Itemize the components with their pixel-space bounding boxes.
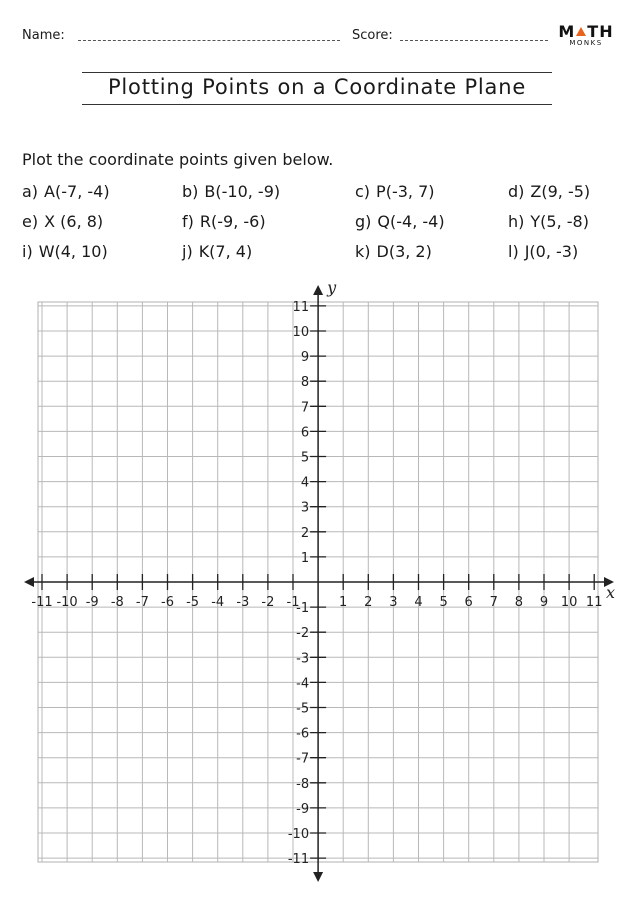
y-tick-label: 1	[300, 550, 310, 566]
score-label: Score:	[352, 28, 393, 43]
x-tick-label: 4	[414, 595, 423, 610]
x-tick-label: -6	[161, 595, 174, 610]
x-tick-label: 10	[560, 595, 578, 610]
x-tick-label: 7	[489, 595, 498, 610]
x-tick-label: -5	[186, 595, 200, 610]
y-tick-label: -2	[296, 626, 310, 642]
point-item-letter: f)	[182, 212, 194, 231]
x-tick-label: -3	[236, 595, 250, 610]
point-item-letter: i)	[22, 242, 33, 261]
y-axis-label: y	[327, 278, 337, 297]
x-tick-label: -11	[31, 595, 53, 610]
point-item-coords: Z(9, -5)	[530, 182, 591, 201]
y-tick-label: 6	[300, 425, 310, 441]
x-tick-label: 3	[389, 595, 398, 610]
point-item-coords: B(-10, -9)	[204, 182, 281, 201]
logo-text-m: M	[558, 22, 576, 41]
y-tick-label: 4	[300, 475, 310, 491]
logo-text-th: TH	[587, 22, 614, 41]
x-tick-label: 6	[464, 595, 473, 610]
point-item-letter: d)	[508, 182, 525, 201]
instruction-text: Plot the coordinate points given below.	[22, 150, 334, 169]
point-item-letter: e)	[22, 212, 39, 231]
x-tick-label: -9	[85, 595, 99, 610]
x-tick-label: -1	[286, 595, 300, 610]
y-tick-label: 2	[300, 525, 310, 541]
y-tick-label: -6	[296, 726, 310, 742]
point-item-coords: Q(-4, -4)	[377, 212, 445, 231]
x-tick-label: -10	[56, 595, 78, 610]
point-item-letter: b)	[182, 182, 199, 201]
y-tick-label: 7	[300, 400, 310, 416]
point-item-coords: P(-3, 7)	[376, 182, 435, 201]
point-item-coords: X (6, 8)	[44, 212, 104, 231]
y-tick-label: -9	[296, 801, 310, 817]
point-item-coords: K(7, 4)	[198, 242, 253, 261]
y-tick-label: -8	[296, 776, 310, 792]
point-item-coords: A(-7, -4)	[44, 182, 110, 201]
y-tick-label: -4	[296, 676, 310, 692]
y-tick-label: -7	[296, 751, 310, 767]
y-axis-down-arrow-icon	[313, 872, 323, 882]
x-tick-label: 9	[539, 595, 549, 610]
point-item-coords: D(3, 2)	[376, 242, 432, 261]
y-tick-label: -3	[296, 651, 310, 667]
y-tick-label: 11	[292, 299, 310, 315]
y-tick-label: -1	[296, 601, 310, 617]
x-tick-label: -8	[110, 595, 124, 610]
x-tick-label: -7	[135, 595, 149, 610]
point-item-letter: j)	[182, 242, 193, 261]
x-axis-left-arrow-icon	[24, 577, 34, 587]
y-tick-label: 3	[300, 500, 310, 516]
point-item-coords: W(4, 10)	[38, 242, 108, 261]
point-item-coords: Y(5, -8)	[530, 212, 589, 231]
y-tick-label: -5	[296, 701, 310, 717]
point-item-letter: c)	[355, 182, 371, 201]
y-tick-label: -10	[287, 827, 310, 842]
name-label: Name:	[22, 28, 65, 43]
point-item-letter: k)	[355, 242, 371, 261]
y-tick-label: -11	[287, 852, 310, 868]
logo-text-monks: MONKS	[569, 39, 603, 47]
x-tick-label: 2	[364, 595, 373, 610]
point-item-letter: l)	[508, 242, 519, 261]
y-tick-label: 9	[300, 350, 310, 366]
x-tick-label: -2	[261, 595, 275, 610]
y-tick-label: 5	[300, 450, 310, 466]
point-item-coords: R(-9, -6)	[199, 212, 266, 231]
y-tick-label: 10	[292, 325, 310, 340]
y-axis-up-arrow-icon	[313, 285, 323, 295]
x-tick-label: 5	[439, 595, 448, 610]
x-tick-label: 8	[514, 595, 524, 610]
page-title: Plotting Points on a Coordinate Plane	[107, 75, 527, 99]
x-axis-label: x	[606, 583, 616, 602]
x-tick-label: -4	[211, 595, 225, 610]
point-item-letter: h)	[508, 212, 525, 231]
point-item-letter: a)	[22, 182, 39, 201]
y-tick-label: 8	[300, 375, 310, 391]
point-item-coords: J(0, -3)	[524, 242, 579, 261]
x-tick-label: 11	[585, 595, 603, 610]
point-item-letter: g)	[355, 212, 372, 231]
x-tick-label: 1	[339, 595, 348, 610]
